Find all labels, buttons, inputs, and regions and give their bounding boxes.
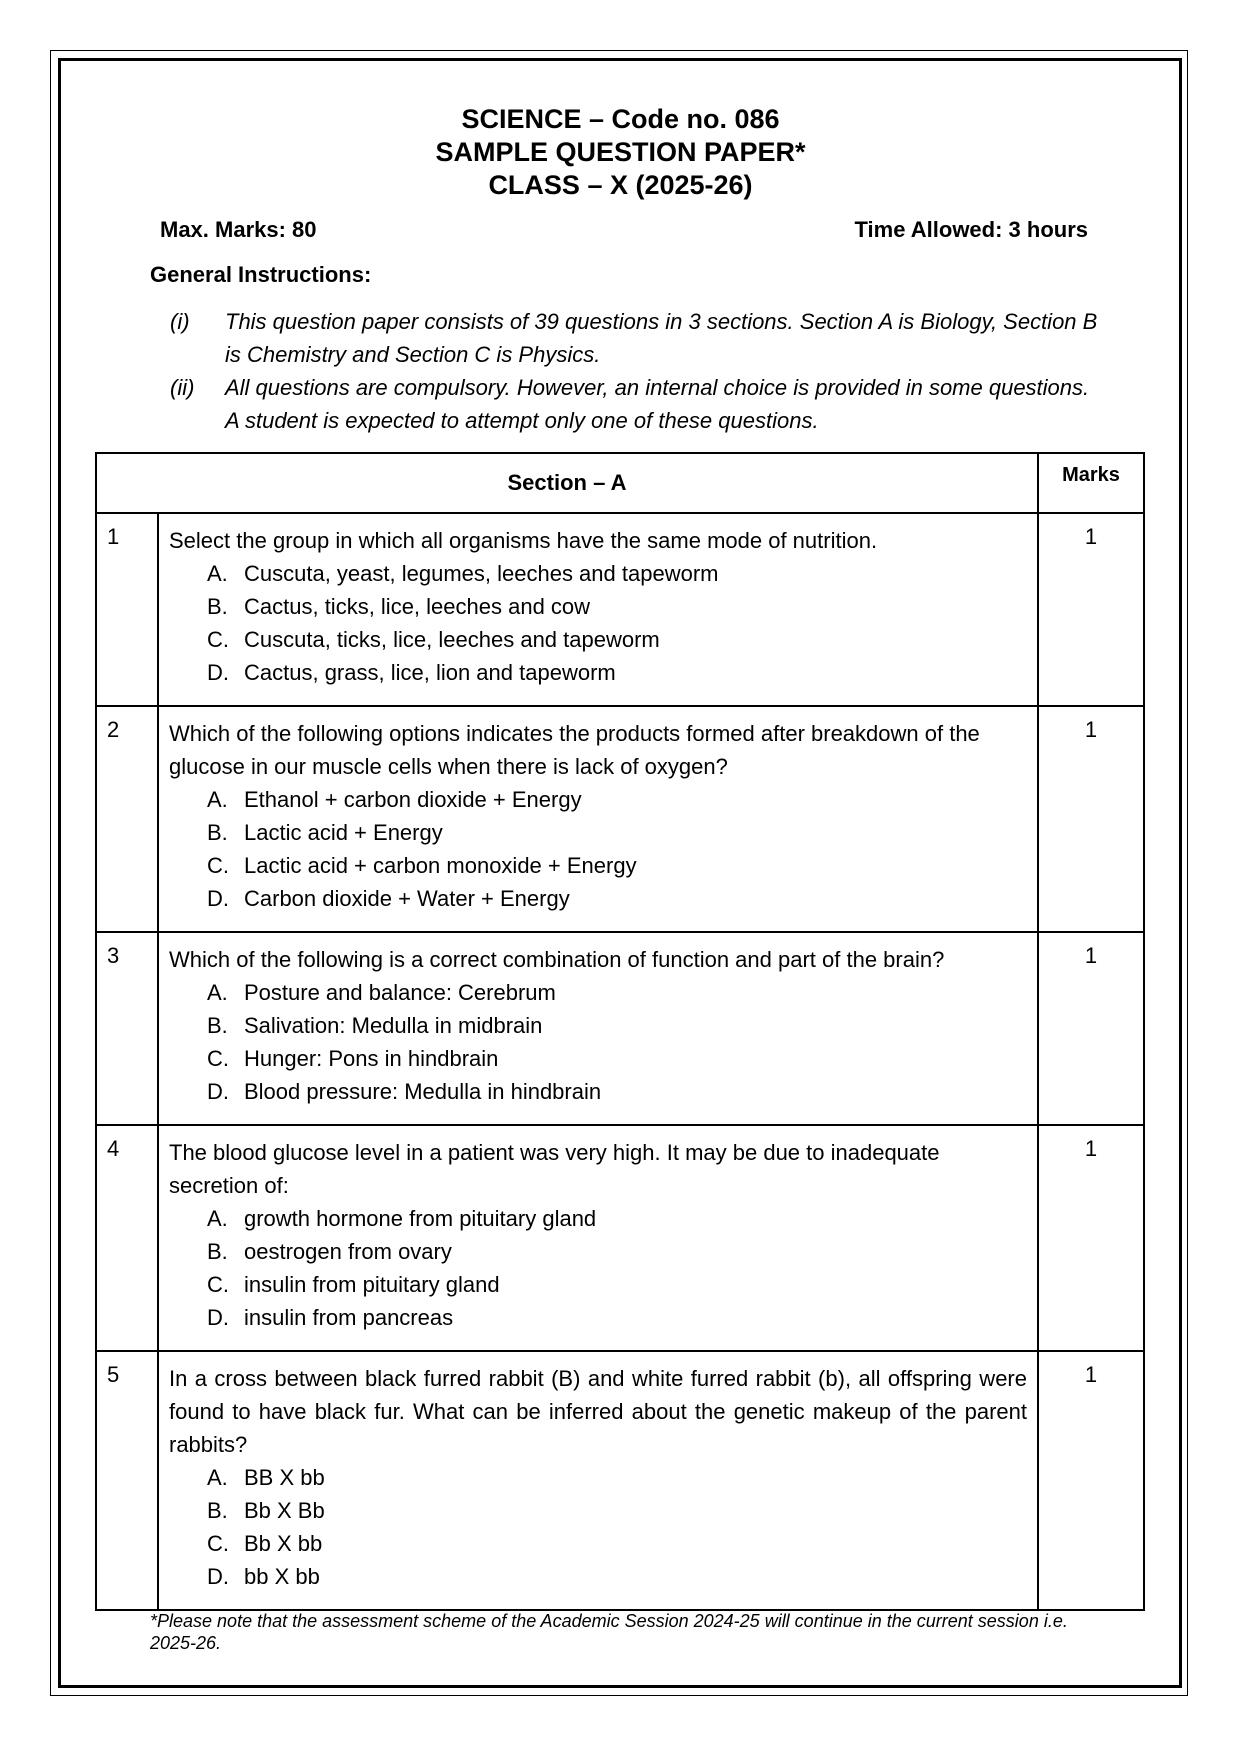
- option-letter: B.: [207, 820, 228, 845]
- option-letter: B.: [207, 1498, 228, 1523]
- title-subject: SCIENCE – Code no. 086: [461, 104, 780, 134]
- option-item: [169, 1527, 1027, 1560]
- footnote: *Please note that the assessment scheme of the Academic Session 2024-25 will continue in the current session i.e. 2025-26.: [150, 1611, 1068, 1653]
- option-text: oestrogen from ovary: [244, 1239, 452, 1264]
- instruction-number: (i): [170, 309, 190, 334]
- option-text: Blood pressure: Medulla in hindbrain: [244, 1079, 602, 1104]
- option-letter: C.: [207, 1046, 229, 1071]
- option-text: insulin from pancreas: [244, 1305, 454, 1330]
- question-marks: 1: [1038, 1351, 1144, 1610]
- option-letter: C.: [207, 1531, 229, 1556]
- question-number: 2: [96, 706, 158, 932]
- option-item: [169, 557, 1027, 590]
- title-paper-type: SAMPLE QUESTION PAPER*: [435, 137, 806, 167]
- option-item: [169, 1202, 1027, 1235]
- question-number: 4: [96, 1125, 158, 1351]
- option-item: [169, 1235, 1027, 1268]
- option-letter: B.: [207, 594, 228, 619]
- table-row: [96, 706, 1144, 932]
- option-item: [169, 1494, 1027, 1527]
- questions-table: [95, 452, 1145, 1611]
- question-cell: [158, 1125, 1038, 1351]
- option-letter: A.: [207, 561, 228, 586]
- question-marks: 1: [1038, 1125, 1144, 1351]
- question-text: In a cross between black furred rabbit (B) and white furred rabbit (b), all offspring were found to have black fur. What can be inferred about the genetic makeup of the parent rabbits?: [169, 1366, 1027, 1457]
- question-number: 1: [96, 513, 158, 706]
- option-text: Carbon dioxide + Water + Energy: [244, 886, 570, 911]
- option-letter: D.: [207, 1305, 229, 1330]
- question-text: The blood glucose level in a patient was very high. It may be due to inadequate secretion of:: [169, 1140, 940, 1198]
- question-marks: 1: [1038, 932, 1144, 1125]
- instruction-text: This question paper consists of 39 questions in 3 sections. Section A is Biology, Section B is Chemistry and Section C is Physics.: [225, 309, 1098, 367]
- option-item: [169, 623, 1027, 656]
- option-letter: C.: [207, 627, 229, 652]
- option-item: [169, 1268, 1027, 1301]
- option-letter: C.: [207, 1272, 229, 1297]
- option-letter: A.: [207, 787, 228, 812]
- max-marks: Max. Marks: 80: [160, 217, 317, 242]
- option-text: growth hormone from pituitary gland: [244, 1206, 597, 1231]
- instruction-item: [170, 371, 1100, 437]
- question-text: Select the group in which all organisms have the same mode of nutrition.: [169, 528, 878, 553]
- option-text: Bb X bb: [244, 1531, 323, 1556]
- question-cell: [158, 513, 1038, 706]
- question-cell: [158, 1351, 1038, 1610]
- option-text: Bb X Bb: [244, 1498, 325, 1523]
- instruction-item: [170, 305, 1100, 371]
- option-letter: D.: [207, 660, 229, 685]
- section-title: Section – A: [96, 453, 1038, 513]
- option-item: [169, 783, 1027, 816]
- option-letter: D.: [207, 1564, 229, 1589]
- option-text: Salivation: Medulla in midbrain: [244, 1013, 543, 1038]
- option-text: bb X bb: [244, 1564, 320, 1589]
- title-class: CLASS – X (2025-26): [488, 170, 753, 200]
- question-marks: 1: [1038, 706, 1144, 932]
- general-instructions-heading: General Instructions:: [150, 262, 372, 287]
- option-item: [169, 1560, 1027, 1593]
- option-letter: D.: [207, 1079, 229, 1104]
- option-text: Posture and balance: Cerebrum: [244, 980, 556, 1005]
- marks-header: Marks: [1038, 453, 1144, 513]
- instruction-text: All questions are compulsory. However, an internal choice is provided in some questions. A student is expected to attempt only one of these questions.: [225, 375, 1090, 433]
- option-text: insulin from pituitary gland: [244, 1272, 500, 1297]
- instruction-number: (ii): [170, 375, 195, 400]
- question-marks: 1: [1038, 513, 1144, 706]
- table-row: [96, 1351, 1144, 1610]
- option-letter: D.: [207, 886, 229, 911]
- option-text: Lactic acid + Energy: [244, 820, 443, 845]
- general-instructions-list: [170, 305, 1100, 437]
- option-text: Cactus, ticks, lice, leeches and cow: [244, 594, 591, 619]
- option-letter: A.: [207, 1206, 228, 1231]
- table-row: [96, 513, 1144, 706]
- option-letter: A.: [207, 980, 228, 1005]
- option-text: Cuscuta, yeast, legumes, leeches and tapeworm: [244, 561, 719, 586]
- option-text: BB X bb: [244, 1465, 325, 1490]
- paper-title: [0, 103, 1241, 202]
- option-item: [169, 816, 1027, 849]
- question-cell: [158, 706, 1038, 932]
- table-row: [96, 932, 1144, 1125]
- table-header-row: [96, 453, 1144, 513]
- option-text: Cactus, grass, lice, lion and tapeworm: [244, 660, 616, 685]
- option-letter: B.: [207, 1239, 228, 1264]
- question-text: Which of the following options indicates the products formed after breakdown of the glucose in our muscle cells when there is lack of oxygen?: [169, 721, 980, 779]
- option-text: Cuscuta, ticks, lice, leeches and tapeworm: [244, 627, 660, 652]
- option-letter: C.: [207, 853, 229, 878]
- question-number: 5: [96, 1351, 158, 1610]
- table-row: [96, 1125, 1144, 1351]
- option-item: [169, 656, 1027, 689]
- option-text: Ethanol + carbon dioxide + Energy: [244, 787, 582, 812]
- question-cell: [158, 932, 1038, 1125]
- option-item: [169, 1075, 1027, 1108]
- option-item: [169, 849, 1027, 882]
- option-text: Hunger: Pons in hindbrain: [244, 1046, 499, 1071]
- option-item: [169, 1042, 1027, 1075]
- option-letter: A.: [207, 1465, 228, 1490]
- question-number: 3: [96, 932, 158, 1125]
- option-item: [169, 1009, 1027, 1042]
- option-item: [169, 590, 1027, 623]
- option-item: [169, 882, 1027, 915]
- time-allowed: Time Allowed: 3 hours: [854, 217, 1088, 242]
- question-text: Which of the following is a correct combination of function and part of the brain?: [169, 947, 945, 972]
- option-text: Lactic acid + carbon monoxide + Energy: [244, 853, 637, 878]
- option-item: [169, 1461, 1027, 1494]
- option-item: [169, 1301, 1027, 1334]
- option-letter: B.: [207, 1013, 228, 1038]
- option-item: [169, 976, 1027, 1009]
